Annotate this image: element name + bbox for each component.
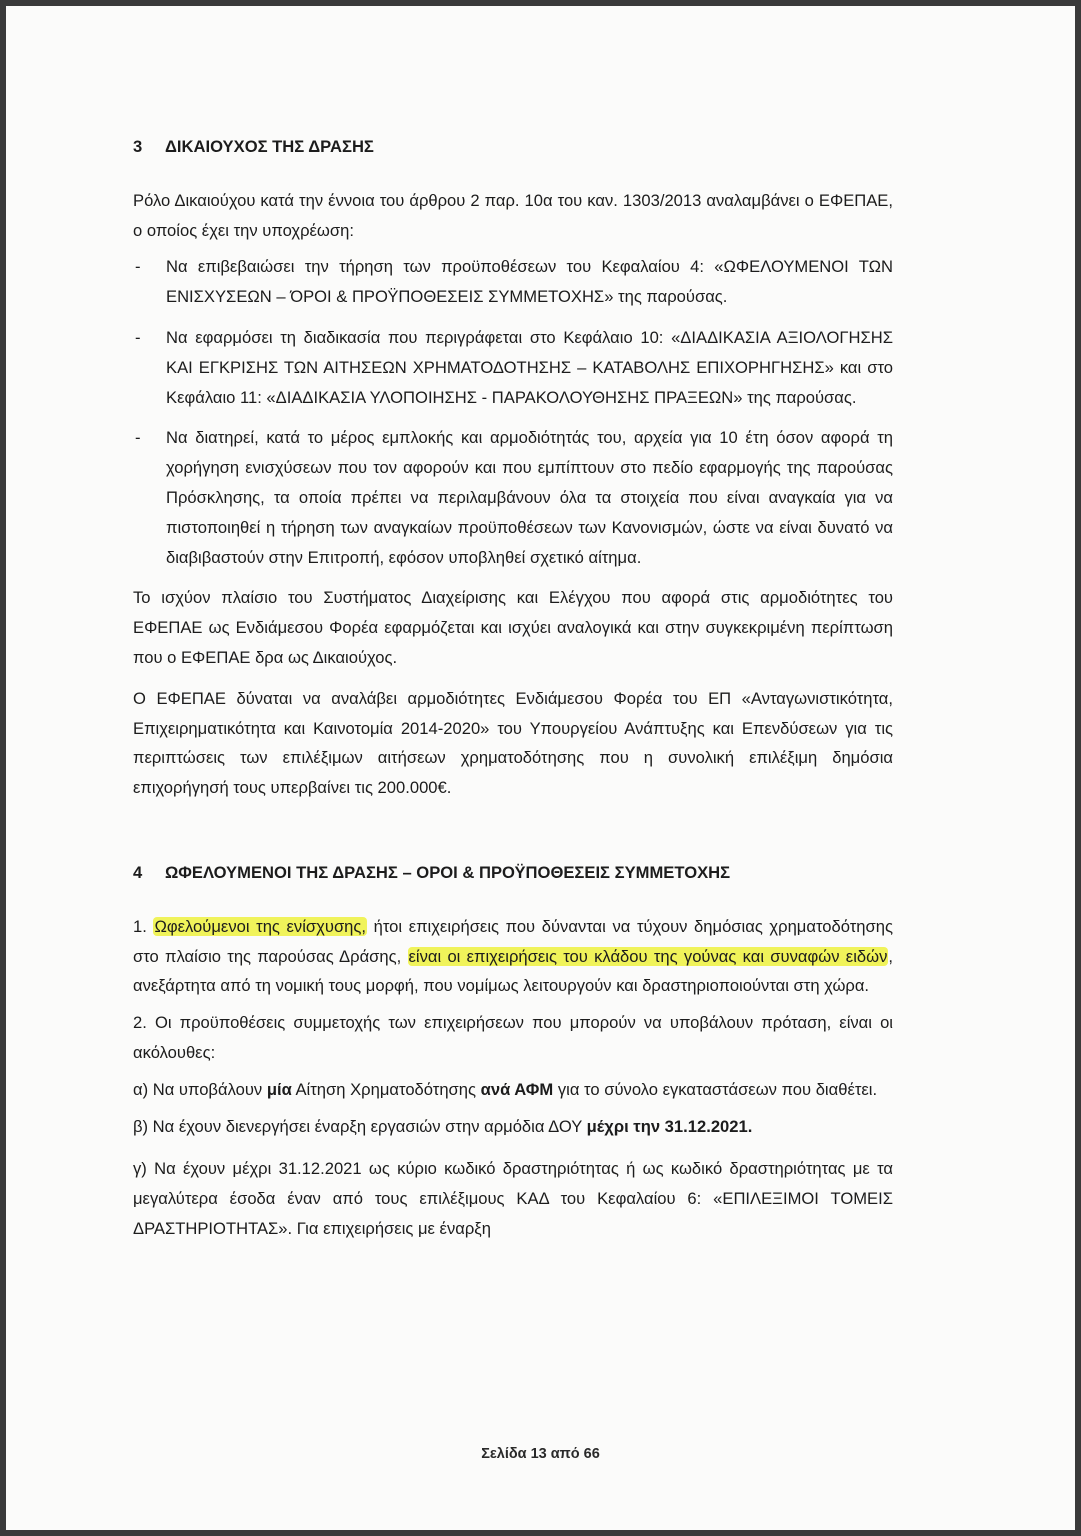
bullet-text: Να επιβεβαιώσει την τήρηση των προϋποθέσεων του Κεφαλαίου 4: «ΩΦΕΛΟΥΜΕΝΟΙ ΤΩΝ ΕΝΙΣΧΥΣΕΩΝ – ΌΡΟΙ & ΠΡΟΫΠΟΘΕΣΕΙΣ ΣΥΜΜΕΤΟΧΗΣ» της παρούσας. (166, 257, 893, 307)
bullet-dash: - (135, 327, 141, 347)
section-3-paragraph-2: Το ισχύον πλαίσιο του Συστήματος Διαχείρισης και Ελέγχου που αφορά στις αρμοδιότητες του ΕΦΕΠΑΕ ως Ενδιάμεσου Φορέα εφαρμόζεται και ισχύει αναλογικά και στην συγκεκριμένη περίπτωση που ο ΕΦΕΠΑΕ δρα ως Δικαιούχος. (133, 588, 893, 667)
section-4-item-1 (133, 912, 893, 1001)
document-page (6, 6, 1075, 1530)
highlighted-text: Ωφελούμενοι της ενίσχυσης, (154, 916, 367, 936)
item-a-bold: μία (266, 1079, 292, 1099)
section-4-item-2: 2. Οι προϋποθέσεις συμμετοχής των επιχειρήσεων που μπορούν να υποβάλουν πρόταση, είναι οι ακόλουθες: (133, 1013, 893, 1062)
section-4-item-a (133, 1075, 893, 1105)
section-4-heading (133, 858, 893, 888)
item-a-text: για το σύνολο εγκαταστάσεων που διαθέτει. (553, 1079, 878, 1099)
bullet-item (133, 252, 893, 312)
bullet-dash: - (135, 257, 141, 277)
highlighted-text: είναι οι επιχειρήσεις του κλάδου της γούνας και συναφών ειδών (408, 946, 888, 966)
section-4-item-b (133, 1112, 893, 1142)
section-3-paragraph-3: Ο ΕΦΕΠΑΕ δύναται να αναλάβει αρμοδιότητες Ενδιάμεσου Φορέα του ΕΠ «Ανταγωνιστικότητα, Επιχειρηματικότητα και Καινοτομία 2014-2020» του Υπουργείου Ανάπτυξης και Επενδύσεων για τις περιπτώσεις των επιλέξιμων αιτήσεων χρηματοδότησης που η συνολική επιλέξιμη δημόσια επιχορήγησή τους υπερβαίνει τις 200.000€. (133, 688, 893, 798)
bullet-dash: - (135, 428, 141, 448)
section-4-item-c: γ) Να έχουν μέχρι 31.12.2021 ως κύριο κωδικό δραστηριότητας ή ως κωδικό δραστηριότητας με τα μεγαλύτερα έσοδα έναν από τους επιλέξιμους ΚΑΔ του Κεφαλαίου 6: «ΕΠΙΛΕΞΙΜΟΙ ΤΟΜΕΙΣ ΔΡΑΣΤΗΡΙΟΤΗΤΑΣ». Για επιχειρήσεις με έναρξη (133, 1159, 893, 1238)
page-body (133, 132, 893, 1244)
bullet-item (133, 323, 893, 412)
item-1-prefix: 1. (133, 916, 154, 936)
bullet-text: Να εφαρμόσει τη διαδικασία που περιγράφεται στο Κεφάλαιο 10: «ΔΙΑΔΙΚΑΣΙΑ ΑΞΙΟΛΟΓΗΣΗΣ ΚΑΙ ΕΓΚΡΙΣΗΣ ΤΩΝ ΑΙΤΗΣΕΩΝ ΧΡΗΜΑΤΟΔΟΤΗΣΗΣ – ΚΑΤΑΒΟΛΗΣ ΕΠΙΧΟΡΗΓΗΣΗΣ» και στο Κεφάλαιο 11: «ΔΙΑΔΙΚΑΣΙΑ ΥΛΟΠΟΙΗΣΗΣ - ΠΑΡΑΚΟΛΟΥΘΗΣΗΣ ΠΡΑΞΕΩΝ» της παρούσας. (166, 327, 893, 407)
item-a-text: Αίτηση Χρηματοδότησης (291, 1079, 481, 1099)
item-b-text: β) Να έχουν διενεργήσει έναρξη εργασιών στην αρμόδια ΔΟΥ (133, 1116, 587, 1136)
page-number-footer: Σελίδα 13 από 66 (481, 1446, 600, 1462)
item-a-bold: ανά ΑΦΜ (480, 1079, 554, 1099)
item-1-text-end: , ανεξάρτητα από τη νομική τους μορφή, που νομίμως λειτουργούν και δραστηριοποιούνται στη χώρα. (133, 946, 893, 996)
item-a-text: α) Να υποβάλουν (133, 1079, 267, 1099)
item-b-bold: μέχρι την 31.12.2021. (586, 1116, 753, 1136)
section-3-heading (133, 132, 893, 162)
section-3-number: 3 (133, 137, 143, 156)
section-4-title: ΩΦΕΛΟΥΜΕΝΟΙ ΤΗΣ ΔΡΑΣΗΣ – ΟΡΟΙ & ΠΡΟΫΠΟΘΕΣΕΙΣ ΣΥΜΜΕΤΟΧΗΣ (165, 862, 731, 882)
section-3-intro: Ρόλο Δικαιούχου κατά την έννοια του άρθρου 2 παρ. 10α του καν. 1303/2013 αναλαμβάνει ο ΕΦΕΠΑΕ, ο οποίος έχει την υποχρέωση: (133, 190, 893, 240)
item-1-text: ήτοι επιχειρήσεις που δύνανται να τύχουν δημόσιας χρηματοδότησης στο πλαίσιο της παρούσας Δράσης, (133, 916, 893, 966)
bullet-item (133, 423, 893, 572)
section-3-title: ΔΙΚΑΙΟΥΧΟΣ ΤΗΣ ΔΡΑΣΗΣ (165, 137, 374, 156)
section-4-number: 4 (133, 862, 143, 882)
bullet-text: Να διατηρεί, κατά το μέρος εμπλοκής και αρμοδιότητάς του, αρχεία για 10 έτη όσον αφορά τη χορήγηση ενισχύσεων που τον αφορούν και που εμπίπτουν στο πεδίο εφαρμογής της παρούσας Πρόσκλησης, τα οποία πρέπει να περιλαμβάνουν όλα τα στοιχεία που είναι αναγκαία για να πιστοποιηθεί η τήρηση των αναγκαίων προϋποθέσεων των Κανονισμών, ώστε να είναι δυνατό να διαβιβαστούν στην Επιτροπή, εφόσον υποβληθεί σχετικό αίτημα. (166, 428, 893, 567)
